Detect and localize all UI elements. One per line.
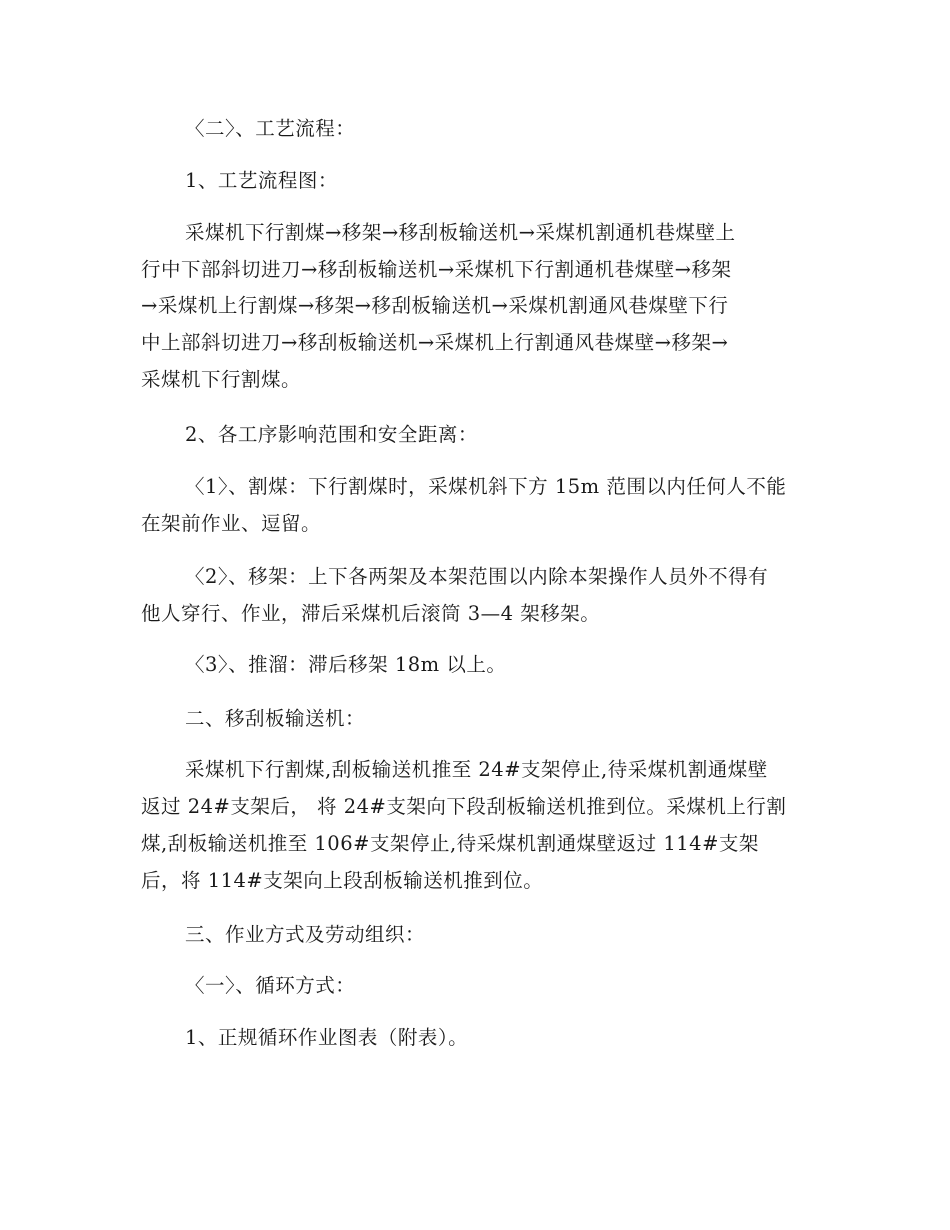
section-heading-conveyor: 二、移刮板输送机： [185, 707, 366, 730]
scope-cut-line: 〈1〉、割煤：下行割煤时，采煤机斜下方 15m 范围以内任何人不能 [185, 475, 787, 498]
flow-paragraph-line: 行中下部斜切进刀→移刮板输送机→采煤机下行割通机巷煤壁→移架 [141, 258, 732, 281]
flowchart-heading: 1、工艺流程图： [185, 169, 338, 192]
scope-move-line: 他人穿行、作业，滞后采煤机后滚筒 3—4 架移架。 [141, 602, 601, 625]
scope-heading: 2、各工序影响范围和安全距离： [185, 423, 478, 446]
flow-paragraph-line: →采煤机上行割煤→移架→移刮板输送机→采煤机割通风巷煤壁下行 [141, 294, 729, 317]
subsection-heading-cycle: 〈一〉、循环方式： [185, 974, 356, 997]
conveyor-paragraph-line: 采煤机下行割煤,刮板输送机推至 24#支架停止,待采煤机割通煤壁 [185, 758, 768, 781]
flow-paragraph-line: 采煤机下行割煤。 [141, 368, 302, 391]
conveyor-paragraph-line: 后，将 114#支架向上段刮板输送机推到位。 [141, 869, 544, 892]
conveyor-paragraph-line: 返过 24#支架后， 将 24#支架向下段刮板输送机推到位。采煤机上行割 [141, 795, 787, 818]
section-heading-process: 〈二〉、工艺流程： [185, 117, 356, 140]
conveyor-paragraph-line: 煤,刮板输送机推至 106#支架停止,待采煤机割通煤壁返过 114#支架 [141, 832, 759, 855]
flow-paragraph-line: 中上部斜切进刀→移刮板输送机→采煤机上行割通风巷煤壁→移架→ [141, 331, 729, 354]
cycle-chart-item: 1、正规循环作业图表（附表）。 [185, 1026, 469, 1049]
scope-move-line: 〈2〉、移架：上下各两架及本架范围以内除本架操作人员外不得有 [185, 565, 769, 588]
scope-push-line: 〈3〉、推溜：滞后移架 18m 以上。 [185, 653, 507, 676]
flow-paragraph-line: 采煤机下行割煤→移架→移刮板输送机→采煤机割通机巷煤壁上 [185, 221, 736, 244]
scope-cut-line: 在架前作业、逗留。 [141, 512, 322, 535]
section-heading-organization: 三、作业方式及劳动组织： [185, 923, 426, 946]
